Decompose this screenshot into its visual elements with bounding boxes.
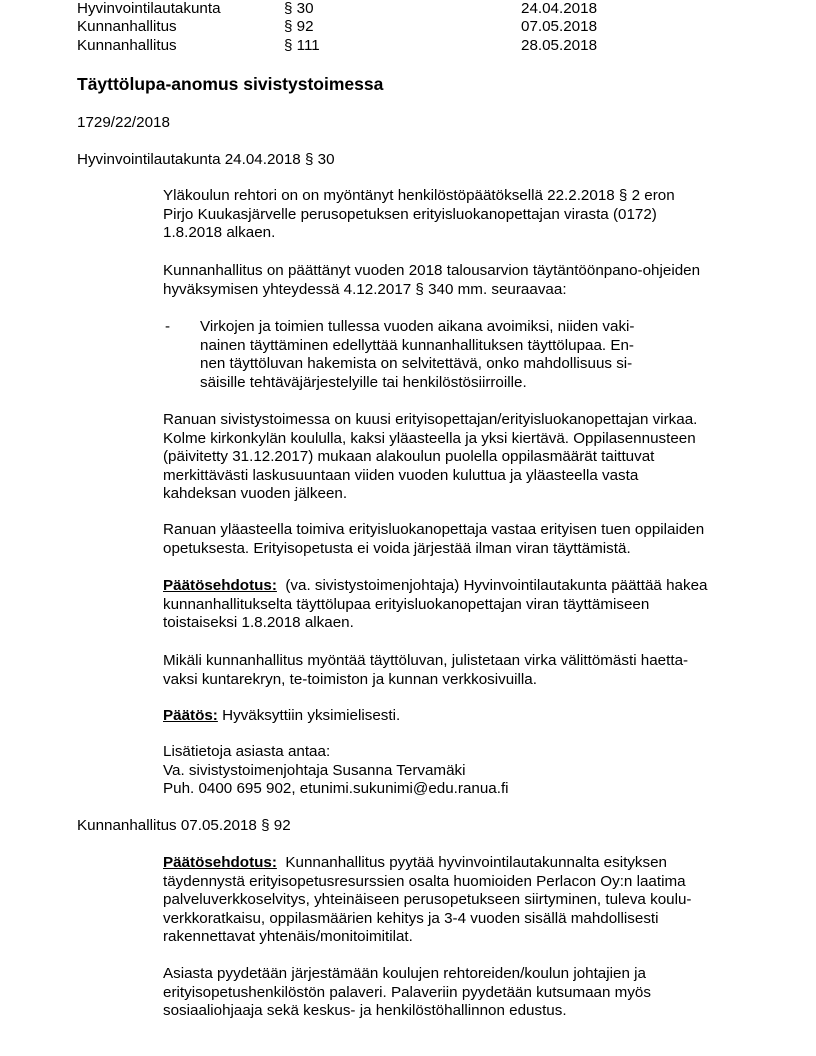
text-line: Ranuan yläasteella toimiva erityisluokanopettaja vastaa erityisen tuen oppilaiden [163, 521, 705, 538]
text-line: nen täyttöluvan hakemista on selvitettävä, onko mahdollisuus si- [200, 355, 633, 372]
text-line [163, 854, 743, 873]
section-header: Kunnanhallitus 07.05.2018 § 92 [77, 817, 291, 834]
text-line: Pirjo Kuukasjärvelle perusopetuksen erityisluokanopettajan virasta (0172) [163, 205, 657, 223]
paragraph [163, 965, 743, 1021]
history-section: § 111 [284, 37, 320, 54]
paragraph [163, 411, 743, 504]
text-line: Asiasta pyydetään järjestämään koulujen rehtoreiden/koulun johtajien ja [163, 965, 646, 982]
text-line [163, 707, 743, 726]
paragraph [163, 521, 743, 558]
text-line: merkittävästi laskusuuntaan viiden vuoden kuluttua ja yläasteella vasta [163, 466, 639, 484]
text-line: Kunnanhallitus on päättänyt vuoden 2018 talousarvion täytäntöönpano-ohjeiden [163, 262, 701, 279]
history-body: Kunnanhallitus [77, 37, 177, 54]
history-date: 28.05.2018 [521, 37, 598, 54]
text-line: hyväksymisen yhteydessä 4.12.2017 § 340 mm. seuraavaa: [163, 280, 567, 298]
text-line: Puh. 0400 695 902, etunimi.sukunimi@edu.ranua.fi [163, 780, 509, 797]
history-row [77, 37, 637, 55]
section-header: Hyvinvointilautakunta 24.04.2018 § 30 [77, 151, 335, 168]
text-line: sosiaaliohjaaja sekä keskus- ja henkilöstöhallinnon edustus. [163, 1002, 567, 1019]
text-line: 1.8.2018 alkaen. [163, 224, 276, 241]
text-span: Kunnanhallitus pyytää hyvinvointilautakunnalta esityksen [285, 854, 667, 871]
history-date: 24.04.2018 [521, 0, 598, 17]
text-line: palveluverkkoselvitys, yhteinäiseen perusopetukseen siirtyminen, tuleva koulu- [163, 891, 692, 908]
text-line: Va. sivistystoimenjohtaja Susanna Tervamäki [163, 761, 466, 779]
bullet-marker: - [165, 318, 171, 335]
text-line: erityisopetushenkilöstön palaveri. Palaveriin pyydetään kutsumaan myös [163, 983, 651, 1001]
history-date: 07.05.2018 [521, 18, 598, 35]
text-line: Virkojen ja toimien tullessa vuoden aikana avoimiksi, niiden vaki- [200, 318, 635, 335]
text-line: Lisätietoja asiasta antaa: [163, 743, 331, 760]
history-row [77, 18, 637, 36]
text-line: kahdeksan vuoden jälkeen. [163, 485, 348, 502]
text-line: Mikäli kunnanhallitus myöntää täyttöluvan, julistetaan virka välittömästi haetta- [163, 652, 689, 669]
history-row [77, 0, 637, 18]
text-line: kunnanhallitukselta täyttölupaa erityisluokanopettajan viran täyttämiseen [163, 595, 650, 613]
contact-info [163, 743, 743, 799]
document-title: Täyttölupa-anomus sivistystoimessa [77, 74, 384, 94]
text-line: nainen täyttäminen edellyttää kunnanhallituksen täyttölupaa. En- [200, 336, 634, 354]
paragraph [163, 652, 743, 689]
text-line: säisille tehtäväjärjestelyille tai henkilöstösiirroille. [200, 373, 527, 391]
text-line: Ranuan sivistystoimessa on kuusi erityisopettajan/erityisluokanopettajan virkaa. [163, 411, 698, 428]
text-line: toistaiseksi 1.8.2018 alkaen. [163, 614, 354, 631]
text-line: Kolme kirkonkylän koululla, kaksi yläasteella ja yksi kiertävä. Oppilasennusteen [163, 429, 696, 447]
paragraph [163, 187, 743, 243]
text-line: vaksi kuntarekryn, te-toimiston ja kunnan verkkosivuilla. [163, 670, 537, 688]
decision-label: Päätös: [163, 707, 218, 724]
bullet-item [200, 318, 680, 392]
proposal-paragraph [163, 577, 743, 633]
text-span: Hyväksyttiin yksimielisesti. [222, 707, 401, 724]
paragraph [163, 262, 743, 299]
history-section: § 30 [284, 0, 314, 17]
text-line: verkkoratkaisu, oppilasmäärien kehitys ja 3-4 vuoden sisällä mahdollisesti [163, 909, 659, 927]
text-line: opetuksesta. Erityisopetusta ei voida järjestää ilman viran täyttämistä. [163, 539, 631, 557]
history-body: Kunnanhallitus [77, 18, 177, 35]
text-span: (va. sivistystoimenjohtaja) Hyvinvointilautakunta päättää hakea [285, 577, 708, 594]
decision-paragraph [163, 707, 743, 726]
text-line: Yläkoulun rehtori on on myöntänyt henkilöstöpäätöksellä 22.2.2018 § 2 eron [163, 187, 675, 204]
history-section: § 92 [284, 18, 314, 35]
text-line: (päivitetty 31.12.2017) mukaan alakoulun puolella oppilasmäärät taittuvat [163, 448, 655, 465]
proposal-label: Päätösehdotus: [163, 577, 277, 594]
text-line: täydennystä erityisopetusresurssien osalta huomioiden Perlacon Oy:n laatima [163, 872, 686, 890]
text-line: rakennettavat yhtenäis/monitoimitilat. [163, 928, 413, 945]
proposal-label: Päätösehdotus: [163, 854, 277, 871]
proposal-paragraph [163, 854, 743, 947]
history-body: Hyvinvointilautakunta [77, 0, 221, 17]
record-id: 1729/22/2018 [77, 114, 170, 131]
text-line [163, 577, 743, 596]
